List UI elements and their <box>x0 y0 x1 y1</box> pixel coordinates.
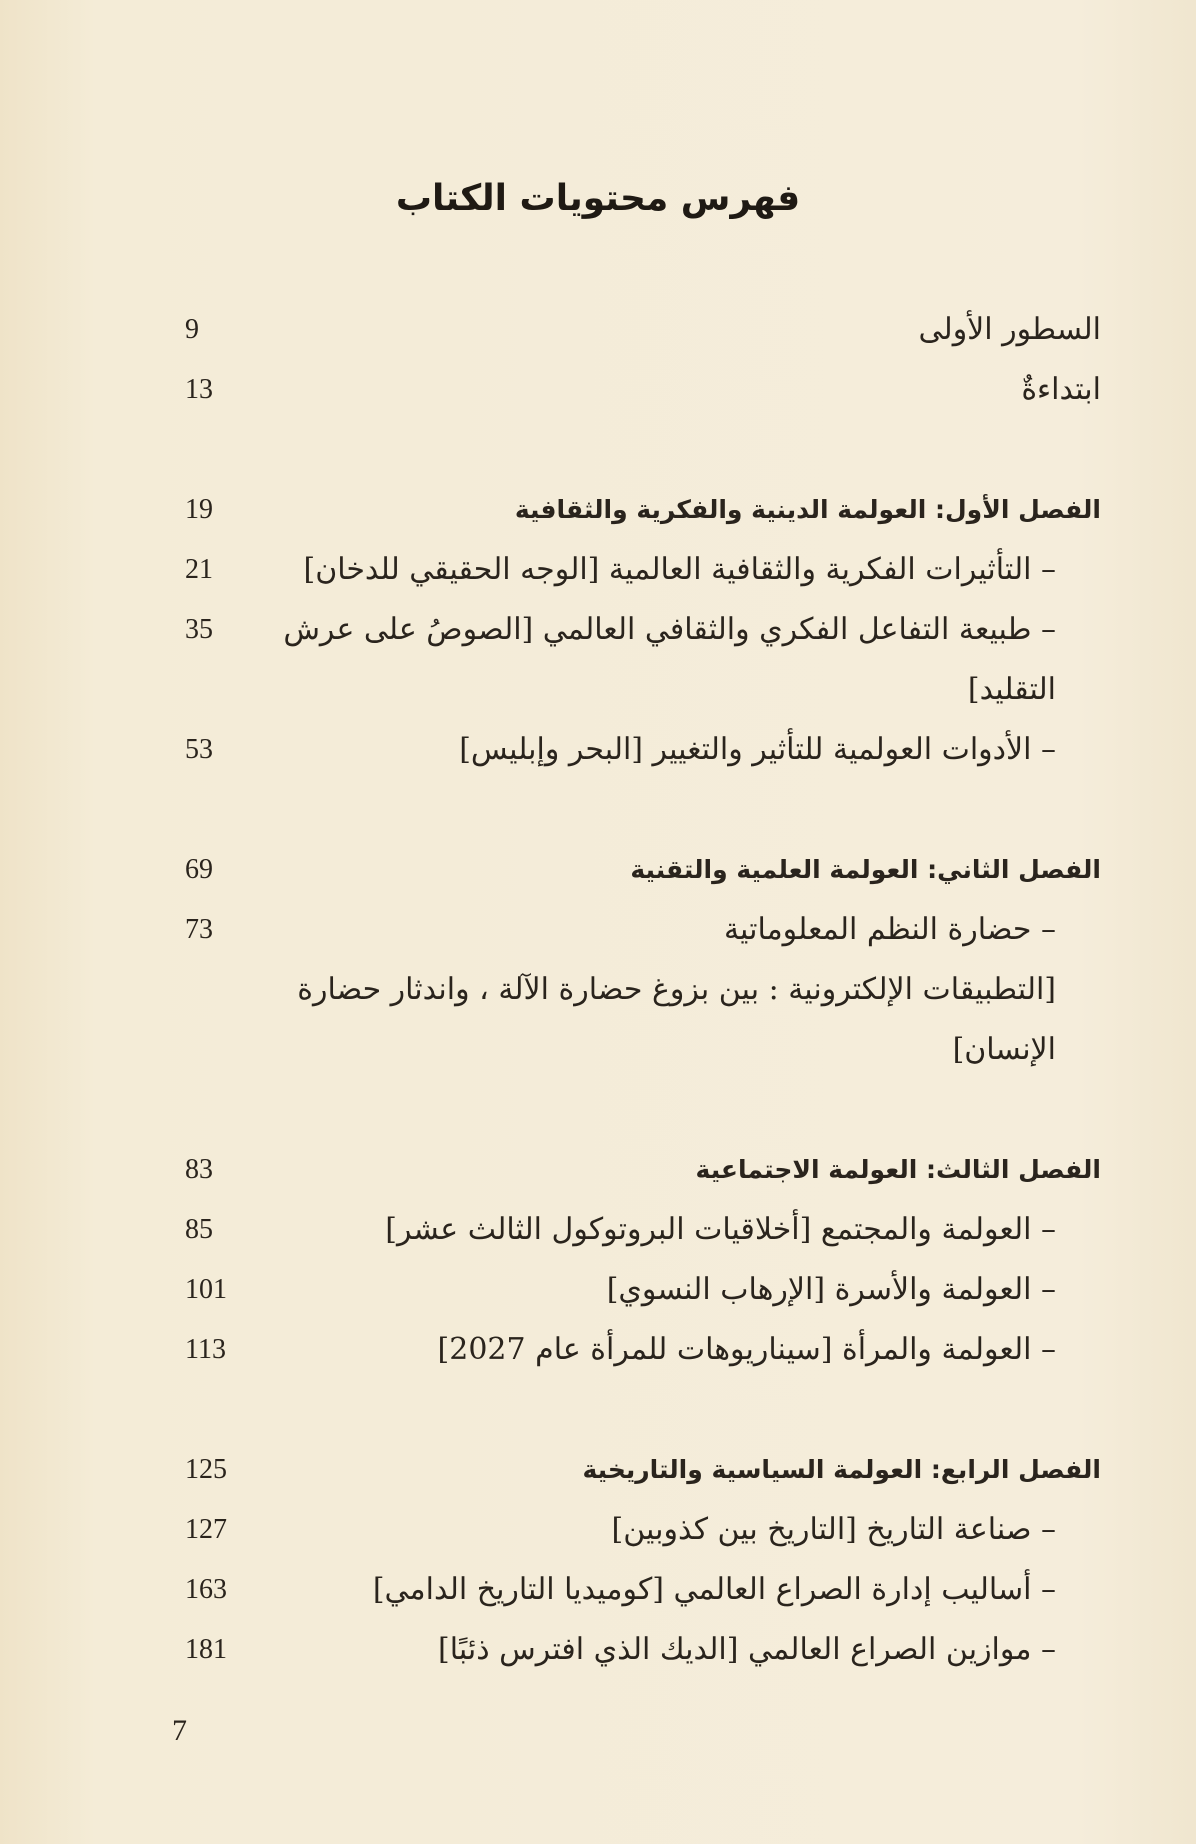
toc-entry-page: 113 <box>185 1334 226 1365</box>
toc-entry <box>0 900 1196 960</box>
toc-entry-page: 13 <box>185 374 213 405</box>
chapter-title: الفصل الرابع: العولمة السياسية والتاريخية <box>582 1455 1101 1484</box>
toc-entry-text: – العولمة والمرأة [سيناريوهات للمرأة عام 2027] <box>437 1332 1056 1367</box>
toc-entry-page: 73 <box>185 914 213 945</box>
toc-entry-page: 101 <box>185 1274 227 1305</box>
chapter-page: 19 <box>185 494 213 525</box>
table-of-contents <box>0 300 1196 1680</box>
section-gap <box>0 780 1196 840</box>
toc-entry-page: 85 <box>185 1214 213 1245</box>
toc-entry-text: – موازين الصراع العالمي [الديك الذي افترس ذئبًا] <box>438 1632 1056 1667</box>
toc-entry-text: – أساليب إدارة الصراع العالمي [كوميديا التاريخ الدامي] <box>372 1572 1056 1607</box>
toc-entry-text: – الأدوات العولمية للتأثير والتغيير [البحر وإبليس] <box>459 732 1056 767</box>
toc-entry <box>0 1500 1196 1560</box>
chapter-heading <box>0 1440 1196 1500</box>
toc-entry <box>0 600 1196 720</box>
toc-entry-text: – العولمة والأسرة [الإرهاب النسوي] <box>606 1272 1056 1307</box>
toc-entry <box>0 720 1196 780</box>
toc-entry-text: السطور الأولى <box>918 312 1101 347</box>
toc-entry-page: 53 <box>185 734 213 765</box>
toc-entry <box>0 360 1196 420</box>
toc-entry <box>0 1200 1196 1260</box>
chapter-heading <box>0 840 1196 900</box>
toc-entry-text: – التأثيرات الفكرية والثقافية العالمية [الوجه الحقيقي للدخان] <box>303 552 1056 587</box>
toc-entry-text: – صناعة التاريخ [التاريخ بين كذوبين] <box>611 1512 1056 1547</box>
toc-entry-page: 35 <box>185 614 213 645</box>
chapter-page: 125 <box>185 1454 227 1485</box>
toc-entry-text: – العولمة والمجتمع [أخلاقيات البروتوكول الثالث عشر] <box>385 1212 1056 1247</box>
chapter-page: 83 <box>185 1154 213 1185</box>
toc-entry <box>0 1560 1196 1620</box>
toc-entry <box>0 1320 1196 1380</box>
toc-entry <box>0 540 1196 600</box>
chapter-page: 69 <box>185 854 213 885</box>
chapter-heading <box>0 480 1196 540</box>
toc-entry-text: [التطبيقات الإلكترونية : بين بزوغ حضارة الآلة ، واندثار حضارة الإنسان] <box>297 972 1056 1067</box>
section-gap <box>0 1380 1196 1440</box>
chapter-title: الفصل الأول: العولمة الدينية والفكرية والثقافية <box>514 495 1101 524</box>
toc-entry-text: – حضارة النظم المعلوماتية <box>723 912 1056 947</box>
toc-entry-text: ابتداءةٌ <box>1021 372 1101 407</box>
toc-entry <box>0 1260 1196 1320</box>
toc-entry-page: 127 <box>185 1514 227 1545</box>
toc-entry <box>0 300 1196 360</box>
toc-entry-text: – طبيعة التفاعل الفكري والثقافي العالمي [الصوصُ على عرش التقليد] <box>283 612 1056 707</box>
toc-entry-page: 163 <box>185 1574 227 1605</box>
chapter-heading <box>0 1140 1196 1200</box>
chapter-title: الفصل الثاني: العولمة العلمية والتقنية <box>630 855 1101 884</box>
page-number: 7 <box>172 1714 187 1747</box>
toc-entry-page: 9 <box>185 314 199 345</box>
section-gap <box>0 1080 1196 1140</box>
toc-entry-page: 181 <box>185 1634 227 1665</box>
page-title: فهرس محتويات الكتاب <box>395 178 801 219</box>
section-gap <box>0 420 1196 480</box>
toc-entry <box>0 1620 1196 1680</box>
chapter-title: الفصل الثالث: العولمة الاجتماعية <box>695 1155 1101 1184</box>
toc-entry-page: 21 <box>185 554 213 585</box>
toc-entry <box>0 960 1196 1080</box>
